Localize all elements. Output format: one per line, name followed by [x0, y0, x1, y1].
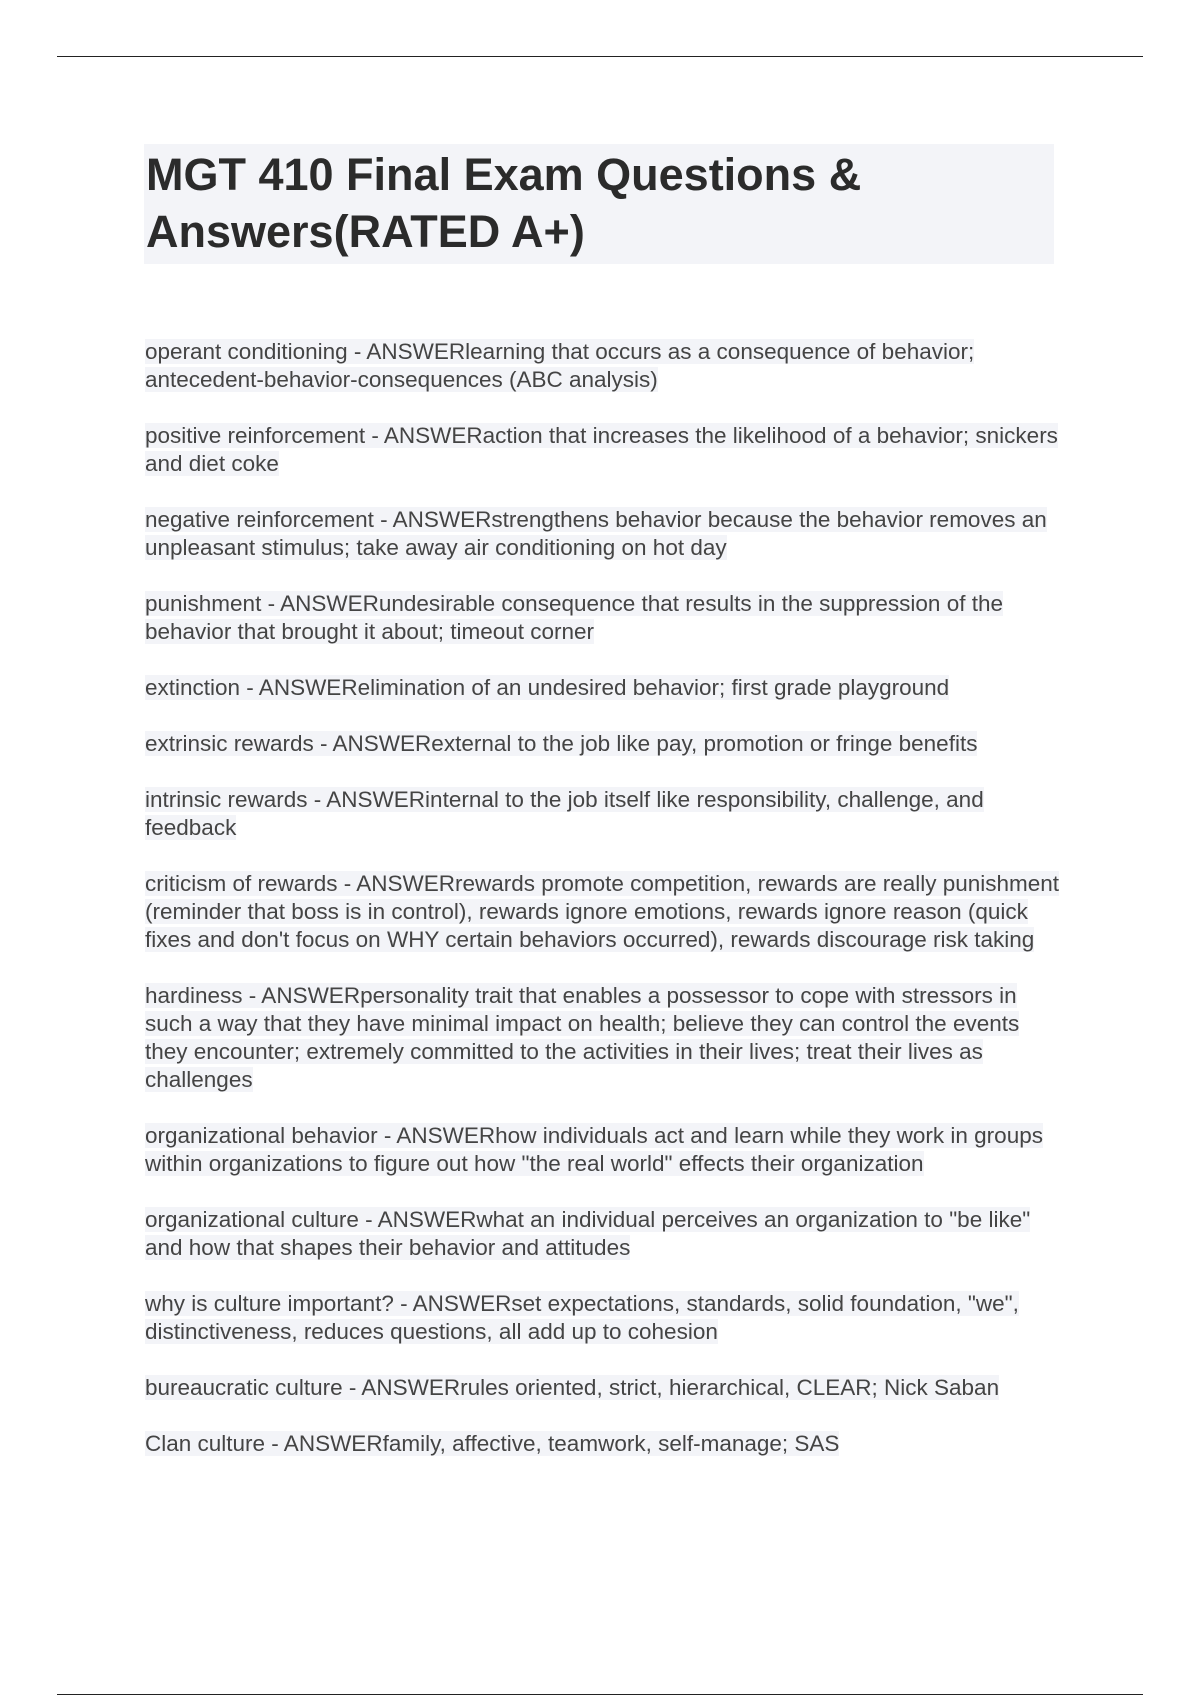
qa-item: [145, 422, 1060, 478]
qa-item: [145, 786, 1060, 842]
qa-list: [145, 338, 1060, 1486]
qa-text: extrinsic rewards - ANSWERexternal to the job like pay, promotion or fringe benefits: [145, 731, 978, 756]
qa-text: negative reinforcement - ANSWERstrengthens behavior because the behavior removes an unpleasant stimulus; take away air conditioning on hot day: [145, 507, 1047, 560]
qa-text: intrinsic rewards - ANSWERinternal to the job itself like responsibility, challenge, and feedback: [145, 787, 984, 840]
qa-item: [145, 1430, 1060, 1458]
top-rule: [57, 56, 1143, 57]
bottom-rule: [57, 1694, 1143, 1695]
qa-item: [145, 730, 1060, 758]
qa-item: [145, 1374, 1060, 1402]
qa-text: Clan culture - ANSWERfamily, affective, teamwork, self-manage; SAS: [145, 1431, 840, 1456]
qa-item: [145, 674, 1060, 702]
qa-item: [145, 870, 1060, 954]
qa-text: organizational culture - ANSWERwhat an individual perceives an organization to "be like" and how that shapes their behavior and attitudes: [145, 1207, 1031, 1260]
qa-item: [145, 1290, 1060, 1346]
qa-item: [145, 1206, 1060, 1262]
qa-text: organizational behavior - ANSWERhow individuals act and learn while they work in groups within organizations to figure out how "the real world" effects their organization: [145, 1123, 1043, 1176]
title-block: [144, 144, 1054, 264]
qa-text: why is culture important? - ANSWERset expectations, standards, solid foundation, "we", distinctiveness, reduces questions, all add up to cohesion: [145, 1291, 1019, 1344]
qa-text: criticism of rewards - ANSWERrewards promote competition, rewards are really punishment (reminder that boss is in control), rewards ignore emotions, rewards ignore reason (quick fixes and don't focus on WHY certain behaviors occurred), rewards discourage risk taking: [145, 871, 1060, 952]
qa-text: positive reinforcement - ANSWERaction that increases the likelihood of a behavior; snickers and diet coke: [145, 423, 1058, 476]
qa-text: punishment - ANSWERundesirable consequence that results in the suppression of the behavior that brought it about; timeout corner: [145, 591, 1003, 644]
qa-text: hardiness - ANSWERpersonality trait that enables a possessor to cope with stressors in such a way that they have minimal impact on health; believe they can control the events they encounter; extremely committed to the activities in their lives; treat their lives as challenges: [145, 983, 1020, 1092]
qa-item: [145, 1122, 1060, 1178]
qa-item: [145, 338, 1060, 394]
qa-item: [145, 982, 1060, 1094]
qa-item: [145, 506, 1060, 562]
qa-item: [145, 590, 1060, 646]
qa-text: extinction - ANSWERelimination of an undesired behavior; first grade playground: [145, 675, 950, 700]
page-title: MGT 410 Final Exam Questions & Answers(RATED A+): [146, 149, 862, 257]
qa-text: operant conditioning - ANSWERlearning that occurs as a consequence of behavior; antecedent-behavior-consequences (ABC analysis): [145, 339, 975, 392]
qa-text: bureaucratic culture - ANSWERrules oriented, strict, hierarchical, CLEAR; Nick Saban: [145, 1375, 1000, 1400]
